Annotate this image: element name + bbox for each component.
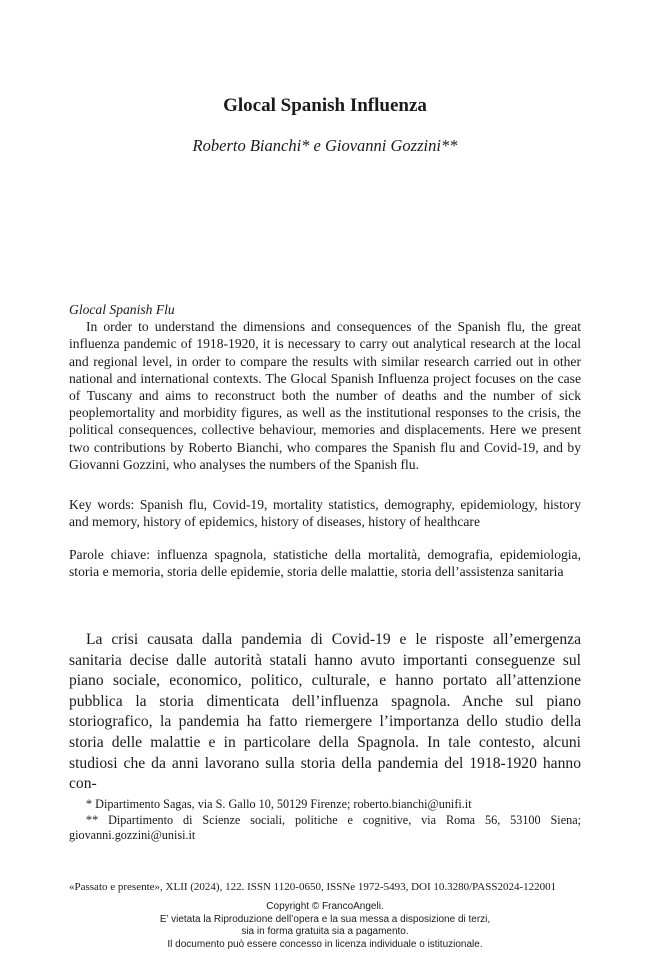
keywords: Key words: Spanish flu, Covid-19, mortality statistics, demography, epidemiology, history and memory, history of epidemics, history of diseases, history of healthcare (69, 497, 581, 530)
copyright-notice (0, 901, 650, 951)
copyright-line: Copyright © FrancoAngeli. (266, 901, 384, 912)
abstract (69, 301, 581, 473)
abstract-text: In order to understand the dimensions and consequences of the Spanish flu, the great influenza pandemic of 1918-1920, it is necessary to carry out analytical research at the local and regional level, in order to compare the results with similar research carried out in other national and international contexts. The Glocal Spanish Influenza project focuses on the case of Tuscany and aims to reconstruct both the number of deaths and the number of sick peoplemortality and morbidity figures, as well as the institutional responses to the crisis, the political consequences, collective behaviour, memories and displacements. Here we present two contributions by Roberto Bianchi, who compares the Spanish flu and Covid-19, and by Giovanni Gozzini, who analyses the numbers of the Spanish flu. (69, 319, 581, 472)
footnote-first-author: * Dipartimento Sagas, via S. Gallo 10, 50129 Firenze; roberto.bianchi@unifi.it (86, 797, 472, 811)
parole-chiave: Parole chiave: influenza spagnola, statistiche della mortalità, demografia, epidemiologia, storia e memoria, storia delle epidemie, storia delle malattie, storia dell’assistenza sanitaria (69, 547, 581, 580)
article-title: Glocal Spanish Influenza (223, 95, 427, 116)
journal-citation: «Passato e presente», XLII (2024), 122. ISSN 1120-0650, ISSNe 1972-5493, DOI 10.3280/PASS2024-122001 (69, 881, 557, 893)
copyright-line: Il documento può essere concesso in licenza individuale o istituzionale. (167, 938, 483, 950)
footnote-second-author: ** Dipartimento di Scienze sociali, politiche e cognitive, via Roma 56, 53100 Siena; giovanni.gozzini@unisi.it (69, 812, 581, 843)
footnotes (69, 797, 581, 844)
abstract-title: Glocal Spanish Flu (69, 302, 175, 317)
copyright-line: E’ vietata la Riproduzione dell’opera e la sua messa a disposizione di terzi, (159, 913, 491, 925)
article-authors: Roberto Bianchi* e Giovanni Gozzini** (192, 136, 458, 155)
body-paragraph: La crisi causata dalla pandemia di Covid-19 e le risposte all’emergenza sanitaria decise dalle autorità statali hanno avuto importanti conseguenze sul piano sociale, economico, politico, culturale, e hanno portato all’attenzione pubblica la storia dimenticata dell’influenza spagnola. Anche sul piano storiografico, la pandemia ha fatto riemergere l’importanza dello studio della storia delle malattie e in particolare della Spagnola. In tale contesto, alcuni studiosi che da anni lavorano sulla storia della pandemia del 1918-1920 hanno con- (69, 631, 581, 793)
copyright-line: sia in forma gratuita sia a pagamento. (241, 926, 409, 937)
